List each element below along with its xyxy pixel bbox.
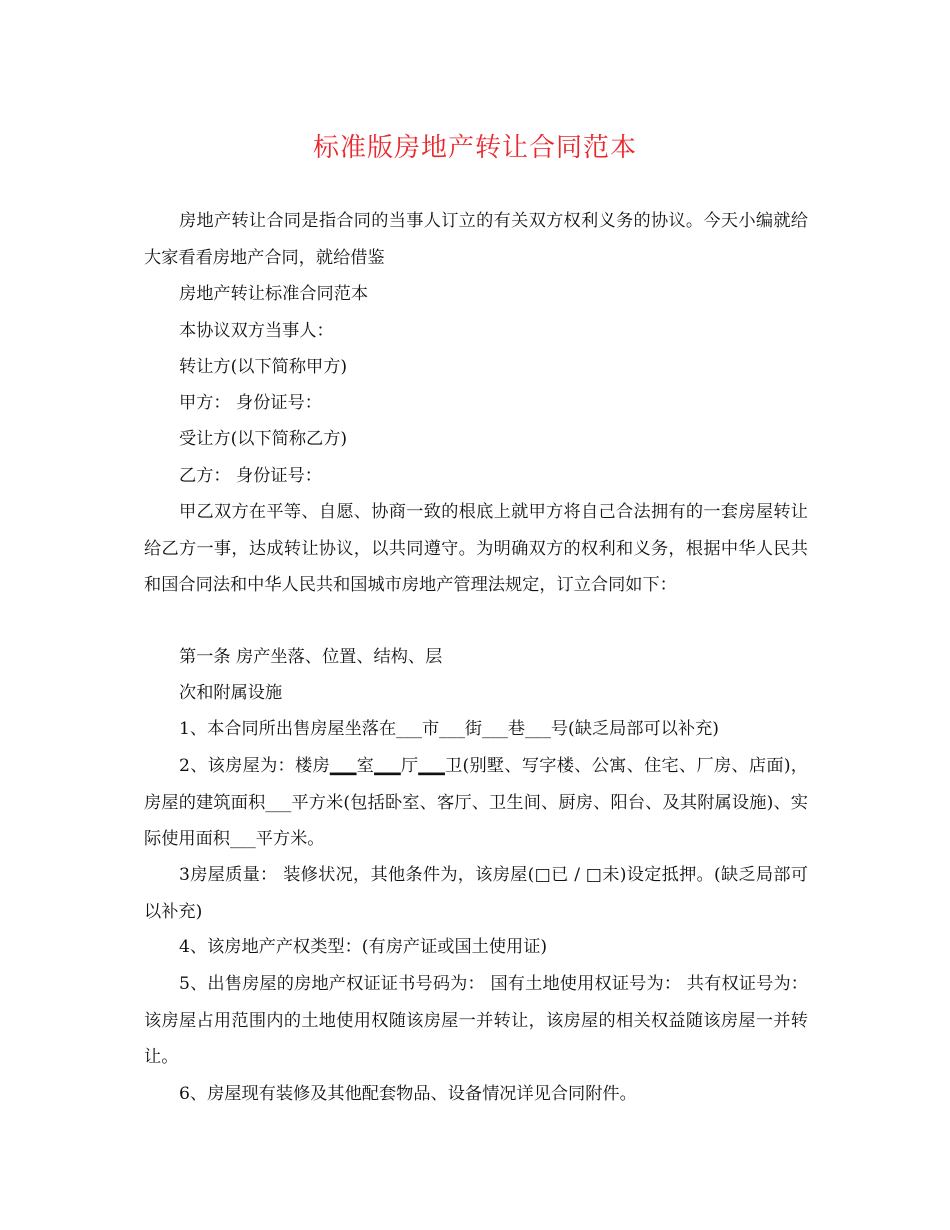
transferee-label: 受让方(以下简称乙方): [179, 429, 348, 449]
clause-4: 4、该房地产产权类型：(有房产证或国土使用证): [179, 937, 548, 957]
agreement-paragraph: 甲乙双方在平等、自愿、协商一致的根底上就甲方将自己合法拥有的一套房屋转让给乙方一事，达成转让协议，以共同遵守。为明确双方的权利和义务，根据中华人民共和国合同法和中华人民共和国城市房地产管理法规定，订立合同如下：: [144, 502, 808, 595]
transferor-label: 转让方(以下简称甲方): [179, 357, 348, 377]
clause-2: 2、该房屋为：楼房▁▁室▁▁厅▁▁卫(别墅、写字楼、公寓、住宅、厂房、店面)，房屋的建筑面积___平方米(包括卧室、客厅、卫生间、厨房、阳台、及其附属设施)、实际使用面积___平方米。: [144, 756, 808, 849]
article-one-heading: 第一条 房产坐落、位置、结构、层: [179, 647, 443, 667]
clause-6: 6、房屋现有装修及其他配套物品、设备情况详见合同附件。: [179, 1084, 637, 1104]
parties-heading: 本协议双方当事人：: [179, 321, 334, 341]
document-title: 标准版房地产转让合同范本: [312, 133, 637, 163]
clause-1: 1、本合同所出售房屋坐落在___市___街___巷___号(缺乏局部可以补充): [179, 719, 719, 739]
article-one-heading-cont: 次和附属设施: [179, 683, 283, 703]
contract-heading: 房地产转让标准合同范本: [179, 284, 369, 304]
party-b-line: 乙方： 身份证号：: [179, 466, 322, 486]
party-a-line: 甲方： 身份证号：: [179, 393, 322, 413]
clause-5: 5、出售房屋的房地产权证证书号码为： 国有土地使用权证号为： 共有权证号为： 该房屋占用范围内的土地使用权随该房屋一并转让，该房屋的相关权益随该房屋一并转让。: [144, 974, 808, 1067]
intro-paragraph: 房地产转让合同是指合同的当事人订立的有关双方权利义务的协议。今天小编就给大家看看房地产合同，就给借鉴: [144, 211, 808, 268]
clause-3: 3房屋质量： 装修状况，其他条件为，该房屋(□已 / □未)设定抵押。(缺乏局部可以补充): [144, 865, 808, 922]
